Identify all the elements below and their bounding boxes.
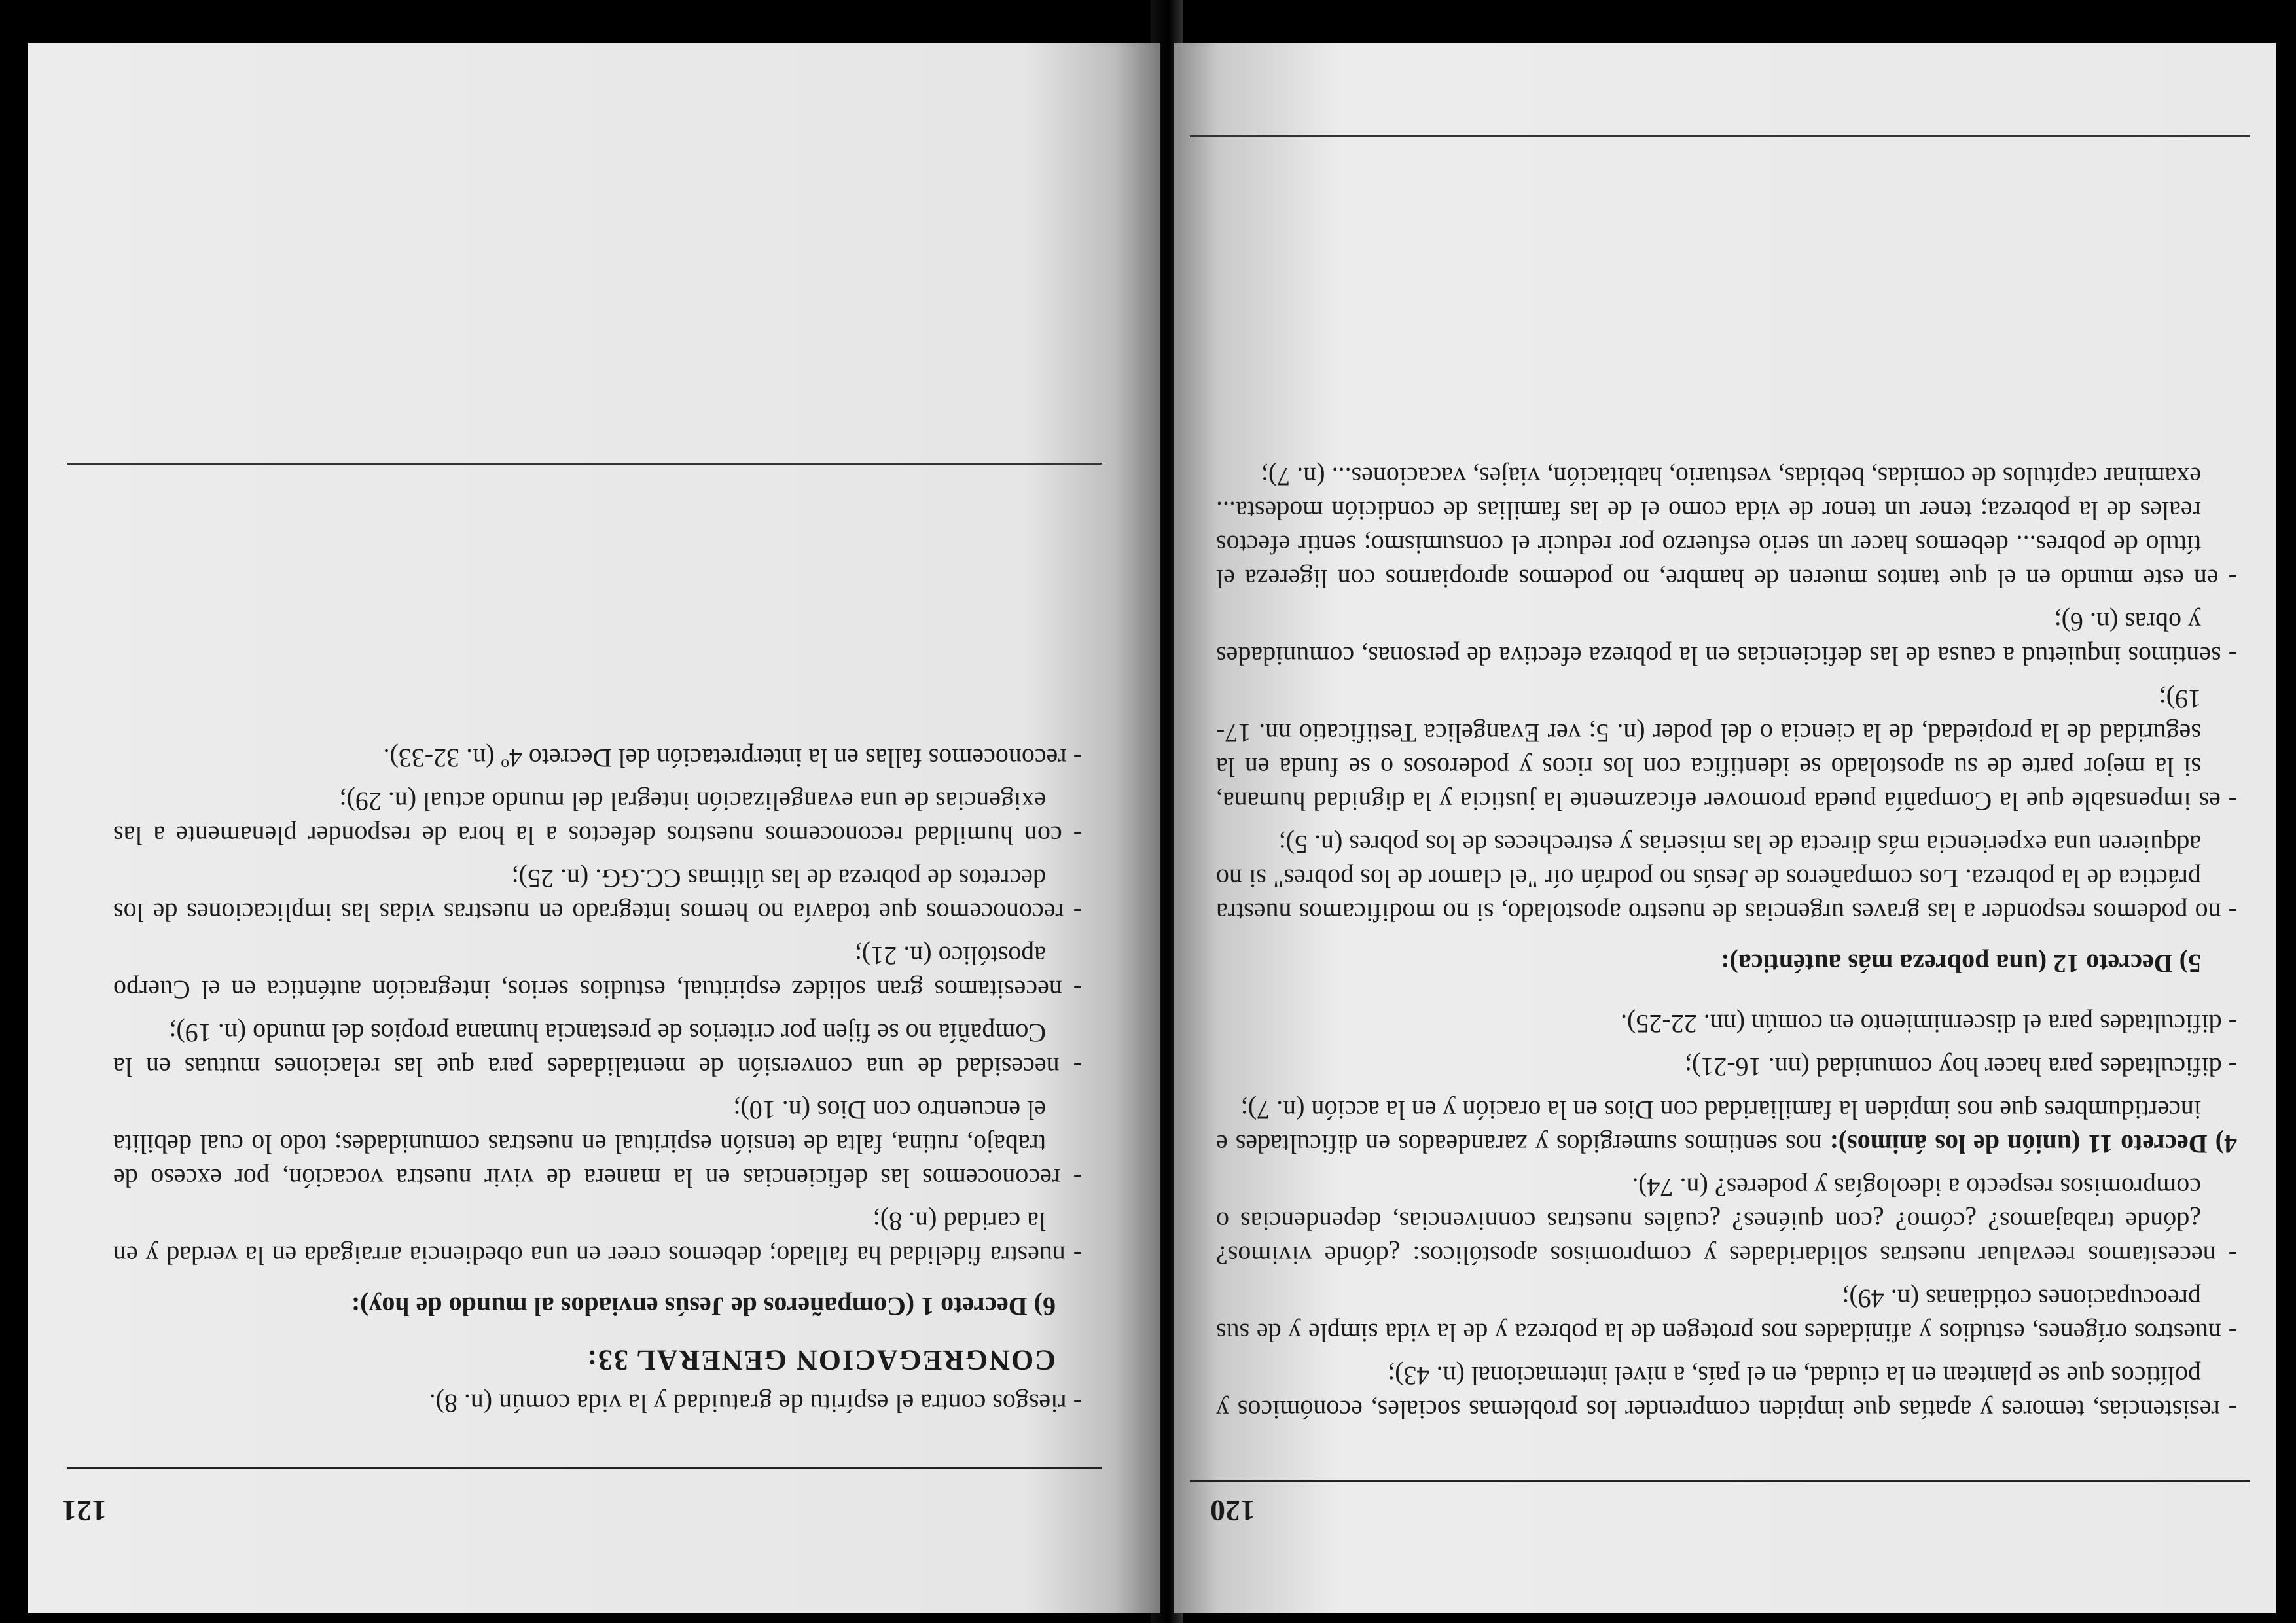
list-item: - riesgos contra el espíritu de gratuidad y la vida común (n. 8). bbox=[429, 1389, 1082, 1418]
footer-rule bbox=[1190, 135, 2250, 137]
list-item: - sentimos inquietud a causa de las deficiencias en la pobreza efectiva de personas, comunidades y obras (n. 6); bbox=[1216, 607, 2237, 671]
page-120 bbox=[1174, 43, 2276, 1613]
list-item: - no podemos responder a las graves urgencias de nuestro apostolado, si no modificamos nuestra práctica de la pobreza. Los compañeros de Jesús no podrán oír "el clamor de los pobres" si no adquieren una experiencia más directa de las miserias y estrecheces de los pobres (n. 5); bbox=[1216, 830, 2237, 927]
list-item: - necesitamos gran solidez espiritual, estudios serios, integración auténtica en el Cuerpo apostólico (n. 21); bbox=[113, 941, 1082, 1005]
list-item: - con humildad reconocemos nuestros defectos a la hora de responder plenamente a las exigencias de una evangelización integral del mundo actual (n. 29); bbox=[113, 787, 1082, 850]
list-item: - nuestros orígenes, estudios y afinidades nos protegen de la pobreza y de la vida simple y de sus preocupaciones cotidianas (n. 49); bbox=[1216, 1284, 2237, 1347]
list-item: - nuestra fidelidad ha fallado; debemos creer en una obediencia arraigada en la verdad y en la caridad (n. 8); bbox=[113, 1207, 1082, 1270]
page-number: 120 bbox=[1210, 1494, 1255, 1527]
page-121-body bbox=[113, 732, 1082, 1420]
list-item: - resistencias, temores y apatías que impiden comprender los problemas sociales, económicos y políticos que se plantean en la ciudad, en el país, a nivel internacional (n. 43); bbox=[1216, 1361, 2237, 1425]
list-item: - en este mundo en el que tantos mueren de hambre, no podemos apropiarnos con ligereza el título de pobres... debemos hacer un serio esfuerzo por reducir el consumismo; sentir efectos reales de la pobreza; tener un tenor de vida como el de las familias de condición modesta... examinar capítulos de comidas, bebidas, vestuario, habitación, viajes, vacaciones... (n. 7); bbox=[1216, 462, 2237, 594]
list-item: - es impensable que la Compañía pueda promover eficazmente la justicia y la dignidad humana, si la mejor parte de su apostolado se identifica con los ricos y poderosos o se funda en la seguridad de la propiedad, de la ciencia o del poder (n. 5; ver Evangelica Testificatio nn. 17-19); bbox=[1216, 685, 2237, 816]
list-item: - dificultades para el discernimiento en común (nn. 22-25). bbox=[1621, 1009, 2237, 1039]
page-number: 121 bbox=[62, 1494, 107, 1527]
decree-4-heading: 4) Decreto 11 (unión de los ánimos): bbox=[1829, 1130, 2237, 1159]
list-item: - necesitamos reevaluar nuestras solidaridades y compromisos apostólicos: ¿dónde vivimos? ¿dónde trabajamos? ¿cómo? ¿con quiénes? ¿cuáles nuestras connivencias, dependencias o compromisos respecto a ideologías y poderes? (n. 74). bbox=[1216, 1173, 2237, 1270]
decree-6-heading: 6) Decreto 1 (Compañeros de Jesús enviados al mundo de hoy): bbox=[351, 1292, 1056, 1321]
header-rule bbox=[67, 1467, 1102, 1469]
list-item: - dificultades para hacer hoy comunidad (nn. 16-21); bbox=[1684, 1052, 2237, 1082]
list-item: - reconocemos las deficiencias en la manera de vivir nuestra vocación, por exceso de trabajo, rutina, falta de tensión espiritual en nuestras comunidades; todo lo cual debilita el encuentro con Dios (n. 10); bbox=[113, 1096, 1082, 1193]
page-121 bbox=[28, 43, 1160, 1613]
congregation-heading: CONGREGACION GENERAL 33: bbox=[586, 1344, 1056, 1376]
page-120-body bbox=[1216, 450, 2237, 1427]
footer-rule bbox=[67, 463, 1102, 465]
decree-4-text: nos sentimos sumergidos y zarandeados en dificultades e incertidumbres que nos impiden la familiaridad con Dios en la oración y en la acción (n. 7); bbox=[1216, 1096, 2201, 1159]
decree-4-paragraph bbox=[1216, 1093, 2237, 1161]
decree-5-heading: 5) Decreto 12 (una pobreza más auténtica): bbox=[1721, 949, 2201, 978]
list-item: - reconocemos fallas en la interpretación del Decreto 4º (n. 32-33). bbox=[383, 743, 1082, 773]
header-rule bbox=[1190, 1480, 2250, 1482]
list-item: - reconocemos que todavía no hemos integrado en nuestras vidas las implicaciones de los decretos de pobreza de las últimas CC.GG. (n. 25); bbox=[113, 864, 1082, 927]
list-item: - necesidad de una conversión de mentalidades para que las relaciones mutuas en la Compañía no se fijen por criterios de prestancia humana propios del mundo (n. 19); bbox=[113, 1018, 1082, 1082]
